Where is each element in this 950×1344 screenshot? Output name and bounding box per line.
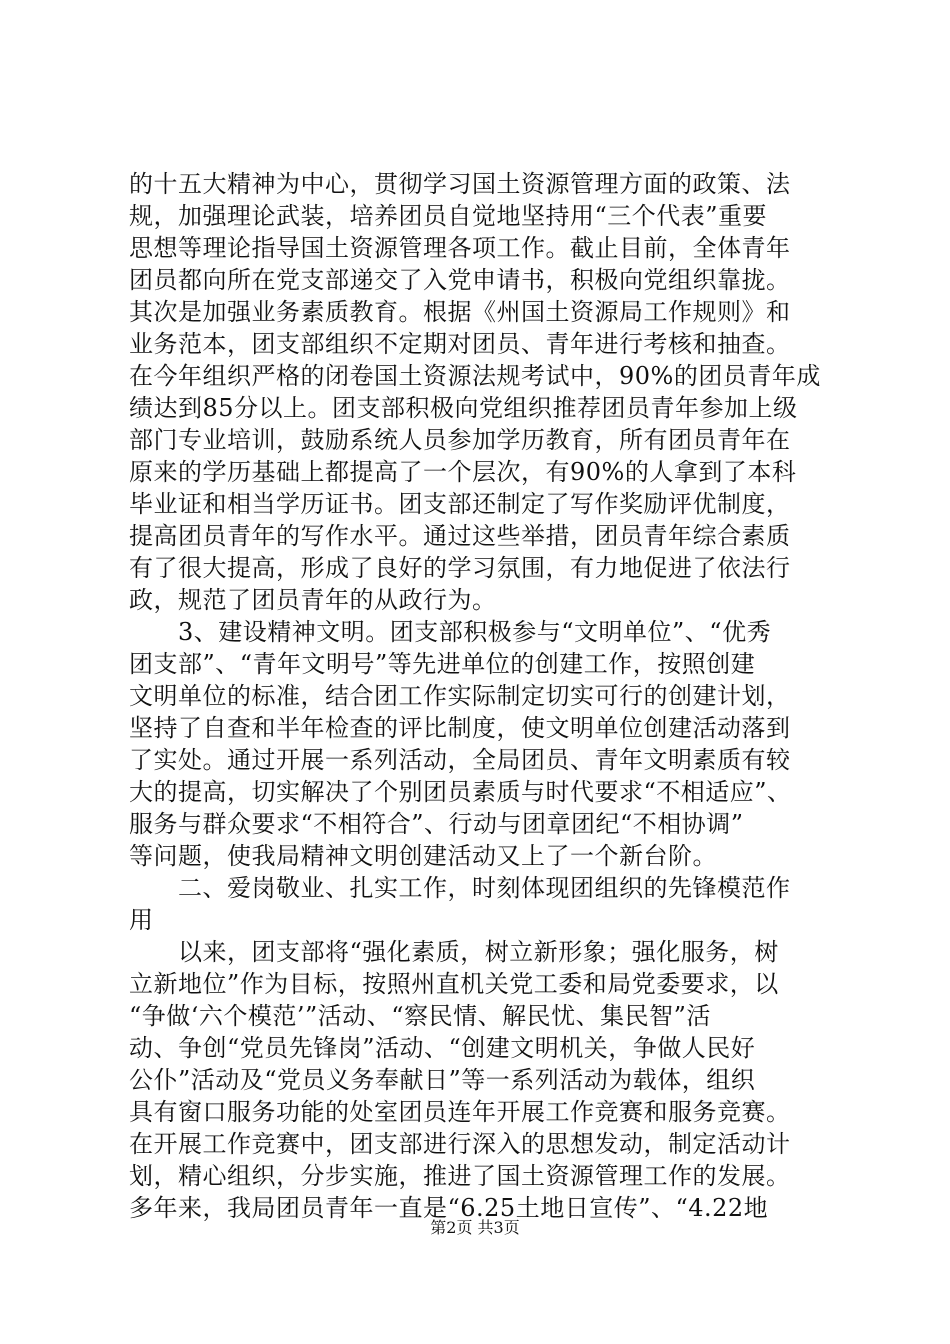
text-line: 文明单位的标准，结合团工作实际制定切实可行的创建计划， [129, 682, 791, 710]
text-line: 业务范本，团支部组织不定期对团员、青年进行考核和抽查。 [129, 330, 791, 358]
text-line: 划，精心组织，分步实施，推进了国土资源管理工作的发展。 [129, 1162, 791, 1190]
text-line: 3、建设精神文明。团支部积极参与“文明单位”、“优秀 [129, 618, 772, 646]
text-line: 大的提高，切实解决了个别团员素质与时代要求“不相适应”、 [129, 778, 792, 806]
text-line: 政，规范了团员青年的从政行为。 [129, 586, 497, 614]
page-footer: 第2页 共3页 [430, 1218, 520, 1237]
text-line: 提高团员青年的写作水平。通过这些举措，团员青年综合素质 [129, 522, 791, 550]
text-line: 了实处。通过开展一系列活动，全局团员、青年文明素质有较 [129, 746, 791, 774]
text-line: 毕业证和相当学历证书。团支部还制定了写作奖励评优制度， [129, 490, 791, 518]
text-line: 以来，团支部将“强化素质，树立新形象；强化服务，树 [129, 938, 779, 966]
text-line: 绩达到85分以上。团支部积极向党组织推荐团员青年参加上级 [129, 394, 798, 422]
text-line: 部门专业培训，鼓励系统人员参加学历教育，所有团员青年在 [129, 426, 791, 454]
text-line: 二、爱岗敬业、扎实工作，时刻体现团组织的先锋模范作 [129, 874, 791, 902]
text-line: 团支部”、“青年文明号”等先进单位的创建工作，按照创建 [129, 650, 756, 678]
text-line: 用 [129, 906, 154, 934]
text-line: 其次是加强业务素质教育。根据《州国土资源局工作规则》和 [129, 298, 791, 326]
body-text [129, 168, 829, 1224]
text-line: 在今年组织严格的闭卷国土资源法规考试中，90%的团员青年成 [129, 362, 821, 390]
text-line: 在开展工作竞赛中，团支部进行深入的思想发动，制定活动计 [129, 1130, 791, 1158]
text-line: 动、争创“党员先锋岗”活动、“创建文明机关，争做人民好 [129, 1034, 756, 1062]
text-line: 服务与群众要求“不相符合”、行动与团章团纪“不相协调” [129, 810, 744, 838]
text-line: 坚持了自查和半年检查的评比制度，使文明单位创建活动落到 [129, 714, 791, 742]
text-line: 团员都向所在党支部递交了入党申请书，积极向党组织靠拢。 [129, 266, 791, 294]
text-line: 公仆”活动及“党员义务奉献日”等一系列活动为载体，组织 [129, 1066, 756, 1094]
text-line: “争做‘六个模范’”活动、“察民情、解民忧、集民智”活 [129, 1002, 711, 1030]
text-line: 规，加强理论武装，培养团员自觉地坚持用“三个代表”重要 [129, 202, 768, 230]
text-line: 多年来，我局团员青年一直是“6.25土地日宣传”、“4.22地 [129, 1194, 769, 1222]
text-line: 等问题，使我局精神文明创建活动又上了一个新台阶。 [129, 842, 717, 870]
text-line: 有了很大提高，形成了良好的学习氛围，有力地促进了依法行 [129, 554, 791, 582]
text-line: 思想等理论指导国土资源管理各项工作。截止目前，全体青年 [129, 234, 791, 262]
text-line: 立新地位”作为目标，按照州直机关党工委和局党委要求，以 [129, 970, 779, 998]
text-line: 具有窗口服务功能的处室团员连年开展工作竞赛和服务竞赛。 [129, 1098, 791, 1126]
text-line: 原来的学历基础上都提高了一个层次，有90%的人拿到了本科 [129, 458, 797, 486]
text-line: 的十五大精神为中心，贯彻学习国土资源管理方面的政策、法 [129, 170, 791, 198]
